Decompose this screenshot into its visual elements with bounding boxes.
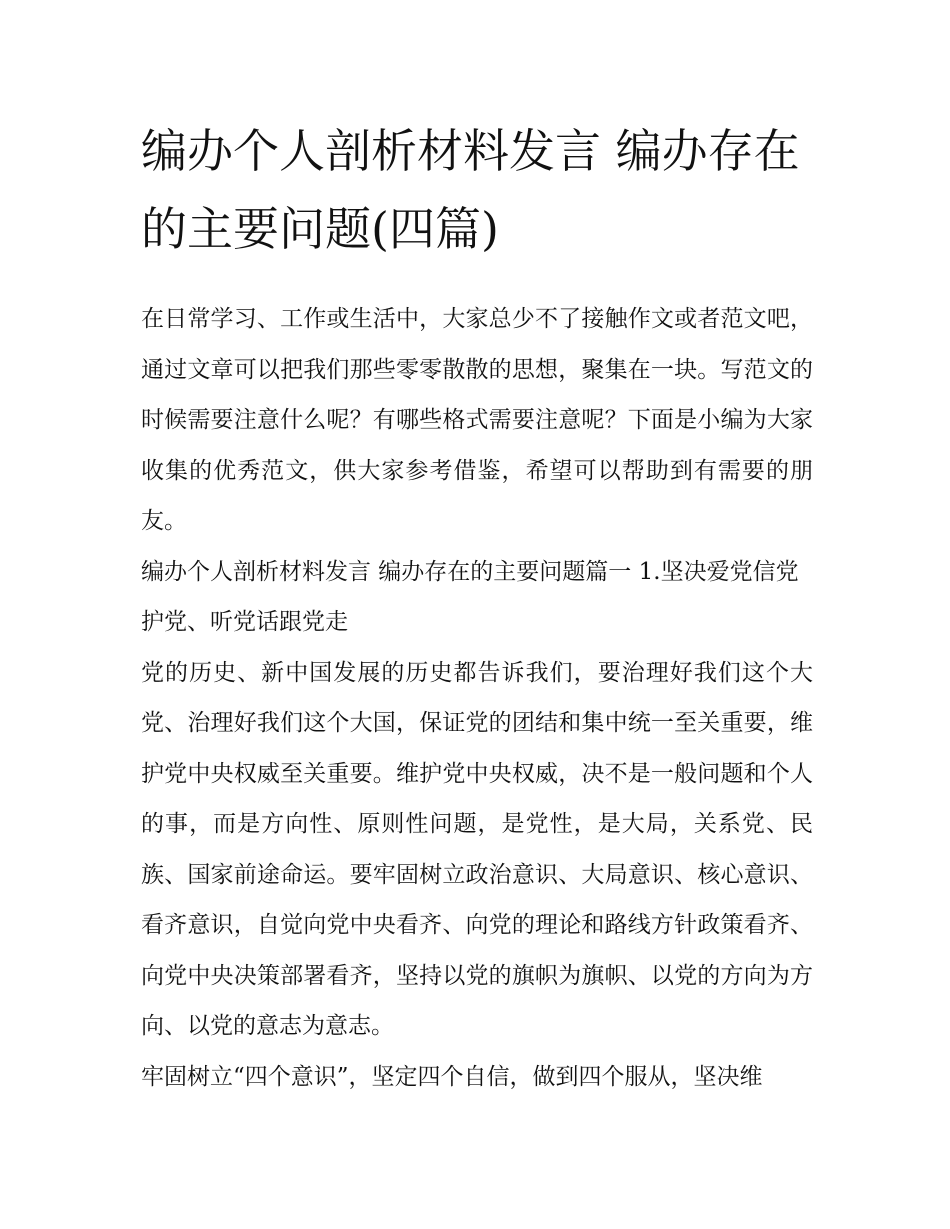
body-paragraph-2: 牢固树立“四个意识”，坚定四个自信，做到四个服从，坚决维 [141, 1063, 763, 1090]
intro-paragraph: 在日常学习、工作或生活中，大家总少不了接触作文或者范文吧，通过文章可以把我们那些零零散散的思想，聚集在一块。写范文的时候需要注意什么呢？有哪些格式需要注意呢？下面是小编为大家收集的优秀范文，供大家参考借鉴，希望可以帮助到有需要的朋友。 [141, 306, 813, 534]
document-page [141, 112, 813, 1102]
document-title: 编办个人剖析材料发言 编办存在的主要问题(四篇) [141, 124, 800, 256]
body-paragraph-1: 党的历史、新中国发展的历史都告诉我们，要治理好我们这个大党、治理好我们这个大国，保证党的团结和集中统一至关重要，维护党中央权威至关重要。维护党中央权威，决不是一般问题和个人的事，而是方向性、原则性问题，是党性，是大局，关系党、民族、国家前途命运。要牢固树立政治意识、大局意识、核心意识、看齐意识，自觉向党中央看齐、向党的理论和路线方针政策看齐、向党中央决策部署看齐，坚持以党的旗帜为旗帜、以党的方向为方向、以党的意志为意志。 [141, 659, 813, 1039]
section-heading: 编办个人剖析材料发言 编办存在的主要问题篇一 1.坚决爱党信党护党、听党话跟党走 [141, 558, 799, 635]
